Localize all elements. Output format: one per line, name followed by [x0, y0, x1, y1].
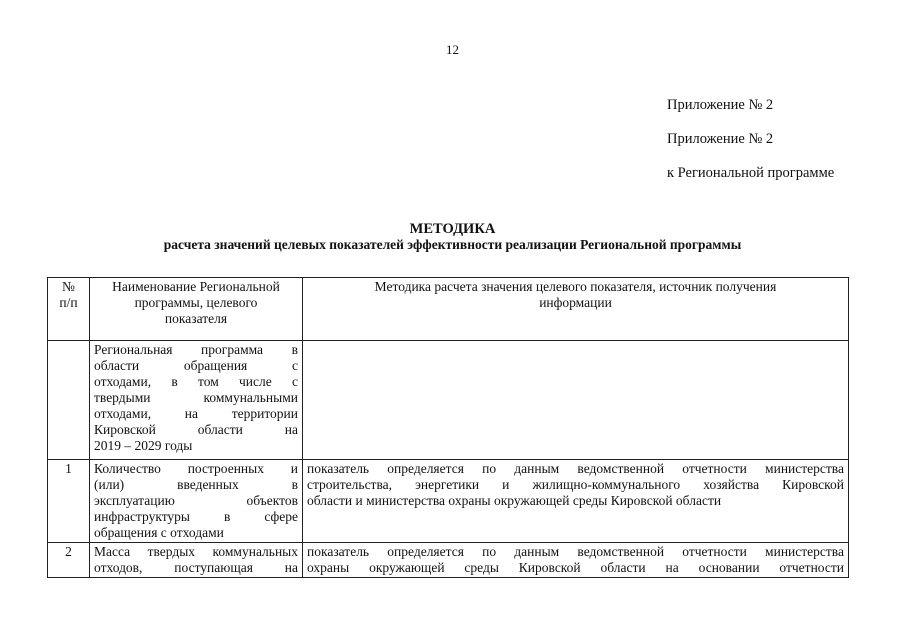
- header-number-line: №: [62, 279, 75, 294]
- row-name-line: (или) введенных в: [94, 477, 298, 492]
- appendix-program-reference: к Региональной программе: [667, 165, 835, 181]
- appendix-label: Приложение № 2: [667, 97, 774, 113]
- row-name-line: Региональная программа в: [94, 342, 298, 357]
- row-number: 2: [48, 543, 90, 578]
- row-name-line: твердыми коммунальными: [94, 390, 298, 405]
- table-row-program: [48, 341, 849, 460]
- row-method-empty: [303, 341, 849, 460]
- row-name-line: отходами, в том числе с: [94, 374, 298, 389]
- row-method-line: показатель определяется по данным ведомственной отчетности министерства: [307, 461, 844, 476]
- row-name-line: области обращения с: [94, 358, 298, 373]
- row-number: [48, 341, 90, 460]
- row-name-line: отходами, на территории: [94, 406, 298, 421]
- row-number: 1: [48, 460, 90, 543]
- row-method-line: строительства, энергетики и жилищно-коммунального хозяйства Кировской: [307, 477, 844, 492]
- header-method-line: информации: [539, 295, 612, 310]
- appendix-label-repeat: Приложение № 2: [667, 131, 774, 147]
- row-name-line: отходов, поступающая на: [94, 560, 298, 575]
- header-method-line: Методика расчета значения целевого показателя, источник получения: [374, 279, 777, 294]
- table-row-1: [48, 460, 849, 543]
- row-method-line: охраны окружающей среды Кировской области на основании отчетности: [307, 560, 844, 575]
- row-method: [303, 543, 849, 578]
- row-name-line: эксплуатацию объектов: [94, 493, 298, 508]
- header-number: [48, 278, 90, 341]
- row-name-line: инфраструктуры в сфере: [94, 509, 298, 524]
- row-name-line: 2019 – 2029 годы: [94, 438, 193, 453]
- row-name: [90, 543, 303, 578]
- row-name: [90, 341, 303, 460]
- document-subtitle: расчета значений целевых показателей эффективности реализации Региональной программы: [163, 237, 742, 252]
- header-number-line: п/п: [59, 295, 78, 310]
- page-number: 12: [446, 42, 459, 57]
- row-method-line: показатель определяется по данным ведомственной отчетности министерства: [307, 544, 844, 559]
- header-method: [303, 278, 849, 341]
- row-method-line: области и министерства охраны окружающей среды Кировской области: [307, 493, 722, 508]
- header-name-line: Наименование Региональной: [112, 279, 280, 294]
- methodology-table: [47, 277, 849, 578]
- table-header-row: [48, 278, 849, 341]
- row-name-line: обращения с отходами: [94, 525, 224, 540]
- row-name: [90, 460, 303, 543]
- row-name-line: Масса твердых коммунальных: [94, 544, 298, 559]
- header-name-line: программы, целевого: [134, 295, 258, 310]
- table-row-2: [48, 543, 849, 578]
- row-method: [303, 460, 849, 543]
- header-name-line: показателя: [164, 311, 228, 326]
- row-name-line: Кировской области на: [94, 422, 298, 437]
- document-title: МЕТОДИКА: [409, 221, 496, 237]
- header-name: [90, 278, 303, 341]
- row-name-line: Количество построенных и: [94, 461, 298, 476]
